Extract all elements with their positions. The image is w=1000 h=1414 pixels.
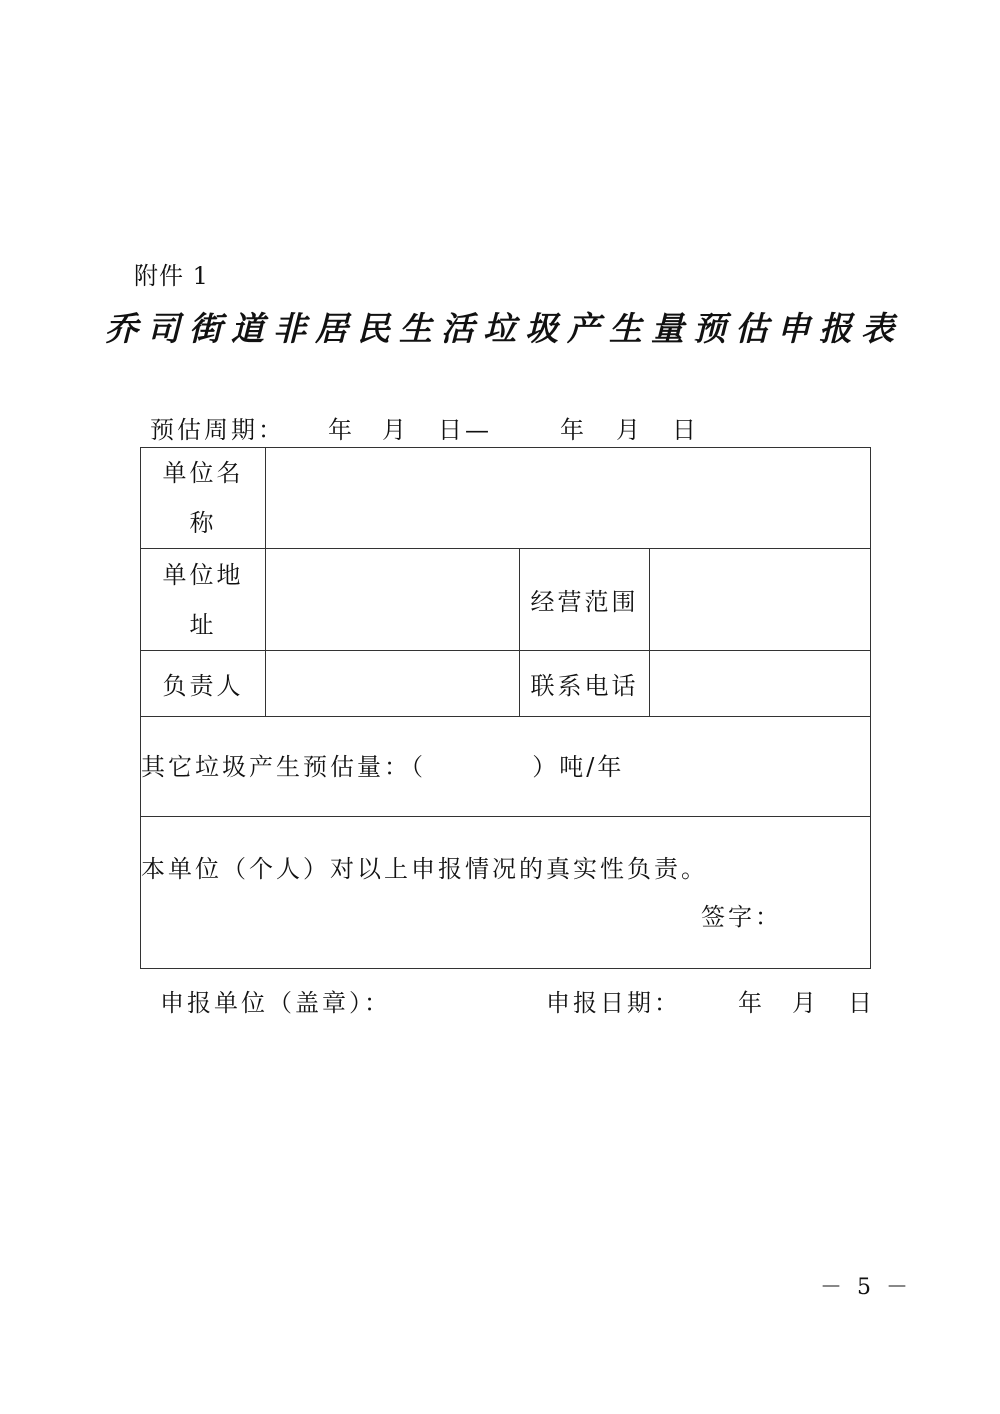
- business-scope-field[interactable]: [650, 549, 871, 651]
- unit-name-label: [141, 448, 266, 549]
- attachment-label: 附件 1: [134, 262, 209, 290]
- unit-name-field[interactable]: [266, 448, 871, 549]
- reporting-date-label: 申报日期：: [546, 989, 681, 1017]
- unit-address-label-line2: 址: [189, 610, 217, 639]
- period-start-day: 日—: [438, 416, 492, 444]
- business-scope-label: 经营范围: [520, 549, 650, 651]
- period-start-year: 年: [328, 416, 355, 444]
- unit-name-label-line2: 称: [189, 509, 217, 537]
- reporting-date-year: 年: [738, 989, 765, 1017]
- reporting-date-day: 日: [848, 989, 875, 1017]
- period-end-day: 日: [672, 416, 699, 444]
- unit-name-label-line1: 单位名: [162, 459, 244, 487]
- phone-label: 联系电话: [520, 651, 650, 717]
- declaration-form-table: [140, 447, 871, 969]
- phone-field[interactable]: [650, 651, 871, 717]
- waste-estimate-text: 其它垃圾产生预估量：（ ）吨/年: [141, 752, 625, 781]
- person-in-charge-field[interactable]: [266, 651, 520, 717]
- unit-address-label-line1: 单位地: [162, 560, 244, 589]
- period-end-month: 月: [616, 416, 643, 444]
- reporting-unit-label: 申报单位（盖章）：: [160, 989, 391, 1017]
- waste-estimate-cell[interactable]: [141, 717, 871, 817]
- declaration-text: 本单位（个人）对以上申报情况的真实性负责。: [141, 854, 708, 883]
- person-in-charge-label: 负责人: [141, 651, 266, 717]
- period-label: 预估周期：: [150, 416, 285, 444]
- unit-address-field[interactable]: [266, 549, 520, 651]
- unit-address-label: [141, 549, 266, 651]
- form-title: 乔司街道非居民生活垃圾产生量预估申报表: [105, 309, 903, 348]
- declaration-cell: [141, 817, 871, 969]
- page-number: － 5 －: [820, 1275, 912, 1300]
- period-end-year: 年: [560, 416, 587, 444]
- signature-label: 签字：: [701, 902, 783, 931]
- period-start-month: 月: [382, 416, 409, 444]
- reporting-date-month: 月: [792, 989, 819, 1017]
